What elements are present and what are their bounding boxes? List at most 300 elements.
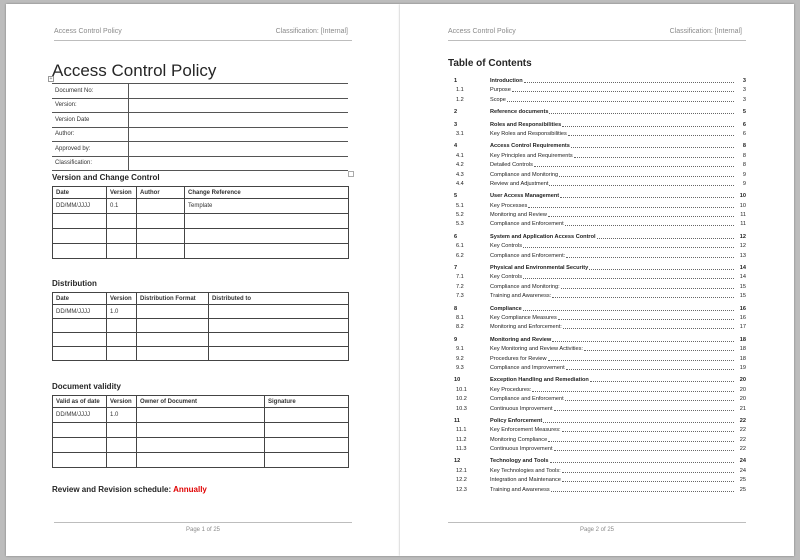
table-cell[interactable] — [185, 244, 349, 259]
column-header: Owner of Document — [137, 396, 265, 408]
toc-leader-dots — [523, 243, 734, 248]
toc-number: 7.3 — [456, 293, 464, 300]
distribution-table — [52, 292, 349, 361]
toc-leader-dots — [574, 153, 734, 158]
toc-label — [490, 122, 734, 128]
toc-entry[interactable] — [450, 233, 746, 242]
toc-label — [490, 221, 734, 227]
toc-number: 8 — [454, 305, 458, 312]
table-cell[interactable] — [137, 347, 209, 361]
column-header: Author — [137, 187, 185, 199]
toc-label-text: Introduction — [490, 78, 523, 84]
toc-number: 7.2 — [456, 283, 464, 290]
column-header: Distribution Format — [137, 293, 209, 305]
toc-label-text: Purpose — [490, 87, 511, 94]
meta-label: Document No: — [52, 84, 128, 99]
table-cell[interactable] — [137, 408, 265, 423]
toc-entry[interactable] — [450, 152, 746, 161]
table-cell[interactable] — [209, 305, 349, 319]
table-cell[interactable] — [107, 438, 137, 453]
toc-entry[interactable] — [450, 476, 746, 485]
table-header-row — [53, 187, 349, 199]
toc-label — [490, 243, 734, 249]
toc-page-number: 18 — [739, 336, 746, 343]
toc-number: 12.3 — [456, 486, 467, 493]
toc-entry[interactable] — [450, 336, 746, 345]
table-cell[interactable] — [209, 319, 349, 333]
toc-label-text: Physical and Environmental Security — [490, 265, 589, 272]
toc-leader-dots — [563, 324, 734, 329]
page-footer: Page 1 of 25 — [185, 527, 221, 533]
table-cell[interactable] — [53, 214, 107, 229]
toc-entry[interactable] — [450, 192, 746, 201]
table-cell[interactable] — [107, 319, 137, 333]
toc-label-text: Compliance — [490, 305, 522, 312]
table-cell[interactable] — [53, 347, 107, 361]
toc-label — [490, 274, 734, 280]
table-cell[interactable] — [107, 229, 137, 244]
table-cell[interactable] — [265, 408, 349, 423]
toc-page-number: 15 — [739, 283, 746, 290]
toc-entry[interactable] — [450, 252, 746, 261]
page-header-right: Classification: [Internal] — [669, 28, 742, 35]
table-cell[interactable] — [137, 333, 209, 347]
table-cell[interactable] — [107, 453, 137, 468]
toc-page-number: 12 — [739, 233, 746, 240]
toc-label-text: Compliance and Improvement — [490, 364, 565, 371]
toc-label-text: Key Controls — [490, 243, 523, 250]
toc-label — [490, 193, 734, 199]
toc-label-text: Compliance and Enforcement — [490, 396, 564, 403]
toc-number: 5.1 — [456, 202, 464, 209]
toc-label-text: Key Monitoring and Review Activities: — [490, 346, 583, 353]
toc-leader-dots — [528, 203, 734, 208]
column-header: Date — [53, 187, 107, 199]
table-cell[interactable] — [137, 229, 185, 244]
toc-entry[interactable] — [450, 273, 746, 282]
table-cell[interactable] — [209, 347, 349, 361]
toc-entry[interactable] — [450, 180, 746, 189]
toc-page-number: 15 — [739, 293, 746, 300]
toc-entry[interactable] — [450, 264, 746, 273]
toc-entry[interactable] — [450, 77, 746, 86]
toc-label — [490, 477, 734, 483]
header-divider — [54, 40, 352, 41]
table-cell[interactable] — [137, 319, 209, 333]
document-title: Access Control Policy — [52, 61, 217, 80]
toc-entry[interactable] — [450, 314, 746, 323]
column-header: Date — [53, 293, 107, 305]
toc-entry[interactable] — [450, 376, 746, 385]
meta-row — [52, 98, 348, 113]
toc-label-text: User Access Management — [490, 193, 560, 200]
column-header: Version — [107, 187, 137, 199]
table-row — [53, 199, 349, 214]
page-header-right: Classification: [Internal] — [275, 28, 348, 35]
meta-value-cell[interactable] — [128, 127, 348, 142]
table-header-row — [53, 293, 349, 305]
table-cell[interactable] — [53, 453, 107, 468]
meta-label: Classification: — [52, 156, 128, 171]
toc-label-text: Training and Awareness — [490, 486, 550, 493]
toc-number: 11 — [454, 417, 460, 424]
toc-page-number: 3 — [742, 87, 746, 94]
toc-label — [490, 131, 734, 137]
toc-label-text: System and Application Access Control — [490, 233, 596, 240]
toc-label — [490, 78, 734, 84]
toc-number: 4.1 — [456, 152, 464, 159]
toc-leader-dots — [543, 418, 734, 423]
toc-page-number: 12 — [739, 243, 746, 250]
toc-leader-dots — [548, 437, 734, 442]
toc-entry[interactable] — [450, 395, 746, 404]
page-header-left: Access Control Policy — [54, 28, 122, 35]
toc-page-number: 22 — [739, 417, 746, 424]
toc-label — [490, 293, 734, 299]
distribution-heading: Distribution — [52, 279, 97, 288]
toc-entry[interactable] — [450, 242, 746, 251]
toc-leader-dots — [523, 274, 734, 279]
table-cell[interactable]: DD/MM/JJJJ — [53, 408, 107, 423]
table-cell[interactable] — [107, 423, 137, 438]
toc-entry[interactable] — [450, 405, 746, 414]
table-row — [53, 214, 349, 229]
toc-label — [490, 346, 734, 352]
toc-leader-dots — [562, 477, 734, 482]
table-cell[interactable] — [53, 333, 107, 347]
toc-page-number: 11 — [740, 221, 746, 228]
toc-number: 4.4 — [456, 180, 464, 187]
toc-leader-dots — [560, 193, 734, 198]
toc-leader-dots — [548, 212, 734, 217]
table-cell[interactable] — [137, 214, 185, 229]
toc-number: 1.2 — [456, 96, 464, 103]
toc-entry[interactable] — [450, 426, 746, 435]
toc-label-text: Compliance and Enforcement: — [490, 252, 566, 259]
toc-leader-dots — [562, 468, 734, 473]
toc-label — [490, 437, 734, 443]
table-cell[interactable] — [265, 438, 349, 453]
toc-entry[interactable] — [450, 292, 746, 301]
toc-page-number: 8 — [742, 162, 746, 169]
toc-number: 6.1 — [456, 243, 464, 250]
toc-label — [490, 396, 734, 402]
toc-label — [490, 356, 734, 362]
toc-label-text: Key Principles and Requirements — [490, 152, 573, 159]
toc-label — [490, 97, 734, 103]
toc-label — [490, 153, 734, 159]
toc-number: 6 — [454, 233, 458, 240]
table-cell[interactable] — [137, 423, 265, 438]
toc-number: 1.1 — [456, 87, 464, 94]
table-cell[interactable]: 0.1 — [107, 199, 137, 214]
toc-entry[interactable] — [450, 161, 746, 170]
toc-leader-dots — [562, 427, 734, 432]
toc-entry[interactable] — [450, 386, 746, 395]
toc-number: 10.3 — [456, 405, 467, 412]
toc-label — [490, 427, 734, 433]
toc-leader-dots — [562, 122, 734, 127]
toc-page-number: 19 — [739, 364, 746, 371]
table-resize-handle-icon[interactable] — [348, 171, 354, 177]
table-cell[interactable] — [53, 244, 107, 259]
toc-entry[interactable] — [450, 355, 746, 364]
review-schedule-label: Review and Revision schedule: — [52, 485, 174, 494]
toc-label — [490, 143, 734, 149]
toc-page-number: 3 — [742, 78, 746, 84]
page-header-left: Access Control Policy — [448, 28, 516, 35]
toc-page-number: 11 — [740, 212, 746, 219]
toc-entry[interactable] — [450, 305, 746, 314]
table-cell[interactable] — [53, 423, 107, 438]
table-cell[interactable]: Template — [185, 199, 349, 214]
review-schedule-value: Annually — [173, 485, 207, 494]
toc-label-text: Review and Adjustment — [490, 180, 549, 187]
table-row — [53, 438, 349, 453]
table-cell[interactable] — [137, 244, 185, 259]
toc-label-text: Continuous Improvement — [490, 446, 553, 453]
toc-entry[interactable] — [450, 96, 746, 105]
toc-label-text: Key Technologies and Tools: — [490, 467, 561, 474]
toc-entry[interactable] — [450, 417, 746, 426]
meta-value-cell[interactable] — [128, 84, 348, 99]
toc-leader-dots — [549, 181, 734, 186]
toc-label-text: Policy Enforcement — [490, 417, 543, 424]
footer-divider — [448, 522, 746, 523]
toc-leader-dots — [568, 131, 734, 136]
toc-label — [490, 265, 734, 271]
toc-label — [490, 253, 734, 259]
toc-label-text: Training and Awareness: — [490, 293, 552, 300]
table-cell[interactable]: DD/MM/JJJJ — [53, 199, 107, 214]
toc-label-text: Roles and Responsibilities — [490, 121, 562, 128]
toc-number: 4.3 — [456, 171, 464, 178]
toc-entry[interactable] — [450, 130, 746, 139]
toc-label — [490, 337, 734, 343]
toc-page-number: 14 — [739, 265, 746, 272]
toc-page-number: 24 — [739, 467, 746, 474]
toc-leader-dots — [566, 253, 734, 258]
toc-page-number: 17 — [739, 324, 746, 331]
table-cell[interactable] — [209, 333, 349, 347]
toc-page-number: 22 — [739, 436, 746, 443]
table-cell[interactable] — [107, 244, 137, 259]
document-page-1 — [6, 4, 400, 556]
toc-leader-dots — [561, 284, 734, 289]
toc-leader-dots — [550, 458, 734, 463]
toc-page-number: 24 — [739, 458, 746, 465]
toc-entry[interactable] — [450, 86, 746, 95]
table-cell[interactable] — [137, 305, 209, 319]
table-cell[interactable]: 1.0 — [107, 305, 137, 319]
toc-entry[interactable] — [450, 436, 746, 445]
toc-number: 7 — [454, 265, 458, 272]
toc-entry[interactable] — [450, 486, 746, 495]
toc-leader-dots — [571, 143, 734, 148]
toc-number: 11.2 — [456, 436, 467, 443]
toc-entry[interactable] — [450, 171, 746, 180]
table-move-handle-icon[interactable]: + — [49, 76, 53, 82]
validity-table — [52, 395, 349, 468]
toc-label — [490, 406, 734, 412]
toc-label — [490, 324, 734, 330]
toc-entry[interactable] — [450, 121, 746, 130]
toc-page-number: 14 — [739, 274, 746, 281]
table-cell[interactable] — [185, 229, 349, 244]
table-row — [53, 347, 349, 361]
document-page-2 — [400, 4, 794, 556]
table-row — [53, 229, 349, 244]
meta-row — [52, 156, 348, 171]
toc-number: 1 — [454, 78, 458, 84]
table-cell[interactable] — [107, 214, 137, 229]
table-cell[interactable] — [185, 214, 349, 229]
toc-label-text: Monitoring and Review — [490, 336, 552, 343]
toc-label-text: Detailed Controls — [490, 162, 533, 169]
toc-entry[interactable] — [450, 467, 746, 476]
meta-value-cell[interactable] — [128, 98, 348, 113]
toc-page-number: 20 — [739, 386, 746, 393]
toc-label-text: Reference documents — [490, 109, 549, 116]
table-of-contents — [450, 77, 746, 495]
table-row — [53, 319, 349, 333]
toc-number: 2 — [454, 109, 458, 116]
toc-page-number: 18 — [739, 355, 746, 362]
toc-page-number: 5 — [742, 109, 746, 116]
toc-label — [490, 418, 734, 424]
meta-value-cell[interactable] — [128, 113, 348, 128]
meta-label: Version Date — [52, 113, 128, 128]
table-header-row — [53, 396, 349, 408]
toc-page-number: 21 — [739, 405, 746, 412]
meta-label: Author: — [52, 127, 128, 142]
toc-label — [490, 365, 734, 371]
version-control-table — [52, 186, 349, 259]
toc-entry[interactable] — [450, 323, 746, 332]
toc-entry[interactable] — [450, 364, 746, 373]
meta-value-cell[interactable] — [128, 156, 348, 171]
table-cell[interactable]: DD/MM/JJJJ — [53, 305, 107, 319]
table-row — [53, 423, 349, 438]
toc-page-number: 3 — [742, 96, 746, 103]
toc-label — [490, 458, 734, 464]
table-cell[interactable] — [137, 438, 265, 453]
toc-entry[interactable] — [450, 108, 746, 117]
toc-label-text: Monitoring and Review — [490, 212, 547, 219]
table-cell[interactable] — [265, 423, 349, 438]
toc-leader-dots — [597, 234, 734, 239]
column-header: Signature — [265, 396, 349, 408]
toc-label-text: Technology and Tools — [490, 458, 549, 465]
toc-number: 4.2 — [456, 162, 464, 169]
toc-number: 8.1 — [456, 314, 464, 321]
table-cell[interactable] — [107, 347, 137, 361]
version-control-heading: Version and Change Control — [52, 173, 160, 182]
meta-label: Version: — [52, 98, 128, 113]
toc-label-text: Scope — [490, 96, 506, 103]
toc-page-number: 9 — [742, 180, 746, 187]
table-row — [53, 333, 349, 347]
meta-value-cell[interactable] — [128, 142, 348, 157]
toc-entry[interactable] — [450, 445, 746, 454]
toc-label-text: Monitoring and Enforcement: — [490, 324, 562, 331]
toc-label — [490, 315, 734, 321]
toc-label — [490, 172, 734, 178]
toc-title: Table of Contents — [448, 58, 532, 69]
toc-label — [490, 109, 734, 115]
toc-page-number: 18 — [739, 346, 746, 353]
toc-leader-dots — [548, 356, 734, 361]
toc-label-text: Key Controls — [490, 274, 523, 281]
toc-number: 9.2 — [456, 355, 464, 362]
toc-number: 3.1 — [456, 130, 464, 137]
toc-number: 5.2 — [456, 212, 464, 219]
table-row — [53, 453, 349, 468]
toc-label-text: Exception Handling and Remediation — [490, 377, 589, 384]
toc-entry[interactable] — [450, 211, 746, 220]
table-cell[interactable] — [53, 438, 107, 453]
toc-label — [490, 87, 734, 93]
toc-page-number: 10 — [739, 193, 746, 200]
table-cell[interactable] — [137, 453, 265, 468]
toc-leader-dots — [532, 387, 734, 392]
toc-entry[interactable] — [450, 220, 746, 229]
toc-leader-dots — [507, 97, 734, 102]
toc-page-number: 16 — [739, 305, 746, 312]
toc-number: 12.2 — [456, 477, 467, 484]
toc-page-number: 25 — [739, 477, 746, 484]
toc-label-text: Continuous Improvement — [490, 405, 553, 412]
validity-heading: Document validity — [52, 382, 121, 391]
toc-number: 5.3 — [456, 221, 464, 228]
toc-label — [490, 306, 734, 312]
toc-entry[interactable] — [450, 345, 746, 354]
toc-number: 6.2 — [456, 252, 464, 259]
toc-entry[interactable] — [450, 283, 746, 292]
table-row — [53, 305, 349, 319]
toc-number: 3 — [454, 121, 458, 128]
toc-label-text: Integration and Maintenance — [490, 477, 561, 484]
toc-label-text: Procedures for Review — [490, 355, 547, 362]
toc-label — [490, 181, 734, 187]
toc-label-text: Compliance and Monitoring — [490, 171, 559, 178]
toc-number: 7.1 — [456, 274, 464, 281]
table-cell[interactable] — [53, 319, 107, 333]
toc-leader-dots — [565, 221, 734, 226]
table-cell[interactable] — [107, 333, 137, 347]
toc-leader-dots — [565, 396, 734, 401]
toc-entry[interactable] — [450, 202, 746, 211]
table-cell[interactable] — [265, 453, 349, 468]
toc-leader-dots — [512, 87, 734, 92]
meta-row — [52, 142, 348, 157]
toc-label-text: Key Compliance Measures — [490, 314, 557, 321]
toc-label — [490, 387, 734, 393]
toc-label — [490, 377, 734, 383]
table-cell[interactable]: 1.0 — [107, 408, 137, 423]
toc-entry[interactable] — [450, 142, 746, 151]
toc-leader-dots — [589, 265, 734, 270]
table-cell[interactable] — [53, 229, 107, 244]
table-cell[interactable] — [137, 199, 185, 214]
toc-label — [490, 468, 734, 474]
document-meta-table — [52, 83, 348, 171]
meta-row — [52, 113, 348, 128]
toc-label — [490, 487, 734, 493]
review-schedule — [52, 485, 207, 494]
toc-leader-dots — [523, 306, 734, 311]
toc-entry[interactable] — [450, 457, 746, 466]
